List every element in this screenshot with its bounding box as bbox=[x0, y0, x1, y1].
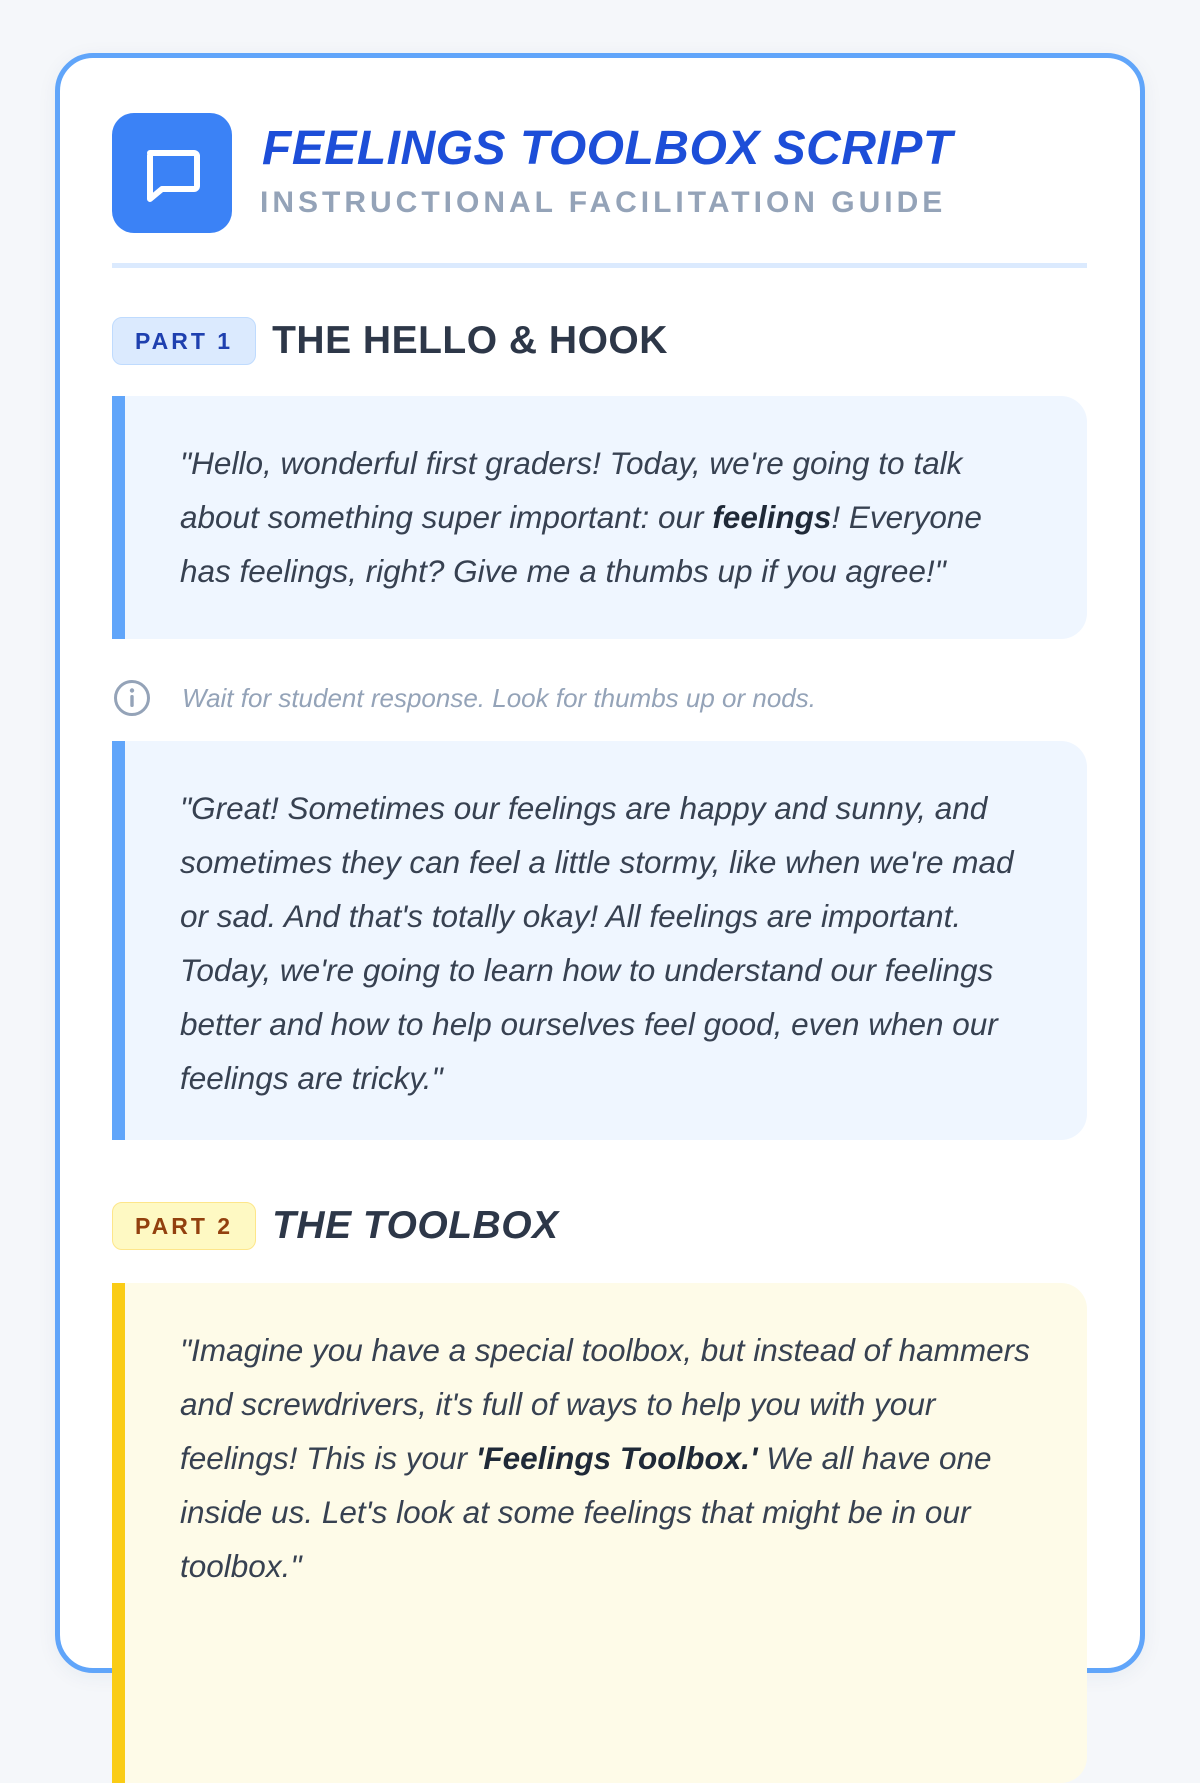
header bbox=[112, 113, 1087, 268]
part-2-quote-1 bbox=[112, 1283, 1087, 1783]
quote-text: "Hello, wonderful first graders! Today, we're going to talk about something super important: our bbox=[180, 445, 963, 535]
part-1-quote-2 bbox=[112, 741, 1087, 1140]
part-2-header bbox=[112, 1201, 559, 1251]
part-2-title: THE TOOLBOX bbox=[272, 1204, 559, 1247]
part-1-badge: PART 1 bbox=[112, 317, 256, 365]
page-subtitle: INSTRUCTIONAL FACILITATION GUIDE bbox=[260, 186, 947, 219]
part-1-header bbox=[112, 316, 668, 366]
note-text: Wait for student response. Look for thumbs up or nods. bbox=[182, 682, 816, 713]
quote-text: We all have one inside us. Let's look at some feelings that might be in our toolbox." bbox=[180, 1440, 992, 1584]
quote-text: "Great! Sometimes our feelings are happy and sunny, and sometimes they can feel a little stormy, like when we're mad or sad. And that's totally okay! All feelings are important. Today, we're going to learn how to understand our feelings better and how to help ourselves feel good, even when our feelings are tricky." bbox=[180, 790, 1014, 1096]
part-1-title: THE HELLO & HOOK bbox=[272, 319, 668, 362]
quote-emphasis: 'Feelings Toolbox.' bbox=[475, 1440, 758, 1476]
quote-emphasis: feelings bbox=[712, 499, 832, 535]
page-title: FEELINGS TOOLBOX SCRIPT bbox=[262, 122, 953, 175]
facilitator-note bbox=[112, 678, 816, 718]
quote-text: "Imagine you have a special toolbox, but instead of hammers and screwdrivers, it's full of ways to help you with your feelings! This is your bbox=[180, 1332, 1030, 1476]
part-2-badge: PART 2 bbox=[112, 1202, 256, 1250]
script-card bbox=[55, 53, 1145, 1673]
info-icon bbox=[112, 678, 152, 718]
part-1-quote-1 bbox=[112, 396, 1087, 639]
quote-text: ! Everyone has feelings, right? Give me a thumbs up if you agree!" bbox=[180, 499, 982, 589]
speech-bubble-icon bbox=[112, 113, 232, 233]
